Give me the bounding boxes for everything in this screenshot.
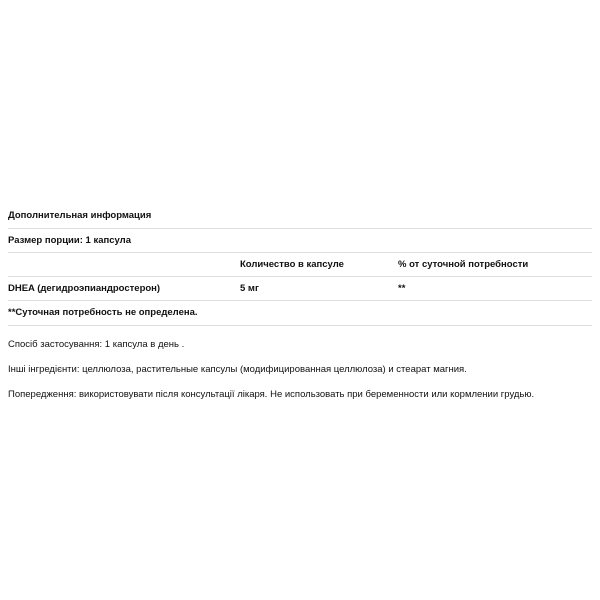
serving-size-text: Размер порции: 1 капсула [8, 229, 592, 253]
warning-text: Попередження: використовувати після консультації лікаря. Не использовать при беременности или кормлении грудью. [8, 388, 535, 400]
ingredient-amount: 5 мг [240, 277, 398, 301]
ingredient-daily-value: ** [398, 277, 592, 301]
directions-text: Спосіб застосування: 1 капсула в день . [8, 339, 185, 350]
supplement-facts-table [8, 229, 592, 301]
column-header-name [8, 253, 240, 277]
daily-value-footnote: **Суточная потребность не определена. [8, 301, 592, 326]
supplement-facts-panel [0, 210, 600, 401]
table-row [8, 277, 592, 301]
ingredient-name: DHEA (дегидроэпиандростерон) [8, 277, 240, 301]
section-title: Дополнительная информация [8, 210, 592, 229]
serving-size-row [8, 229, 592, 253]
table-header-row [8, 253, 592, 277]
column-header-amount: Количество в капсуле [240, 253, 398, 277]
column-header-daily-value: % от суточной потребности [398, 253, 592, 277]
other-ingredients-text: Інші інгредієнти: целлюлоза, растительные капсулы (модифицированная целлюлоза) и стеарат магния. [8, 363, 467, 375]
